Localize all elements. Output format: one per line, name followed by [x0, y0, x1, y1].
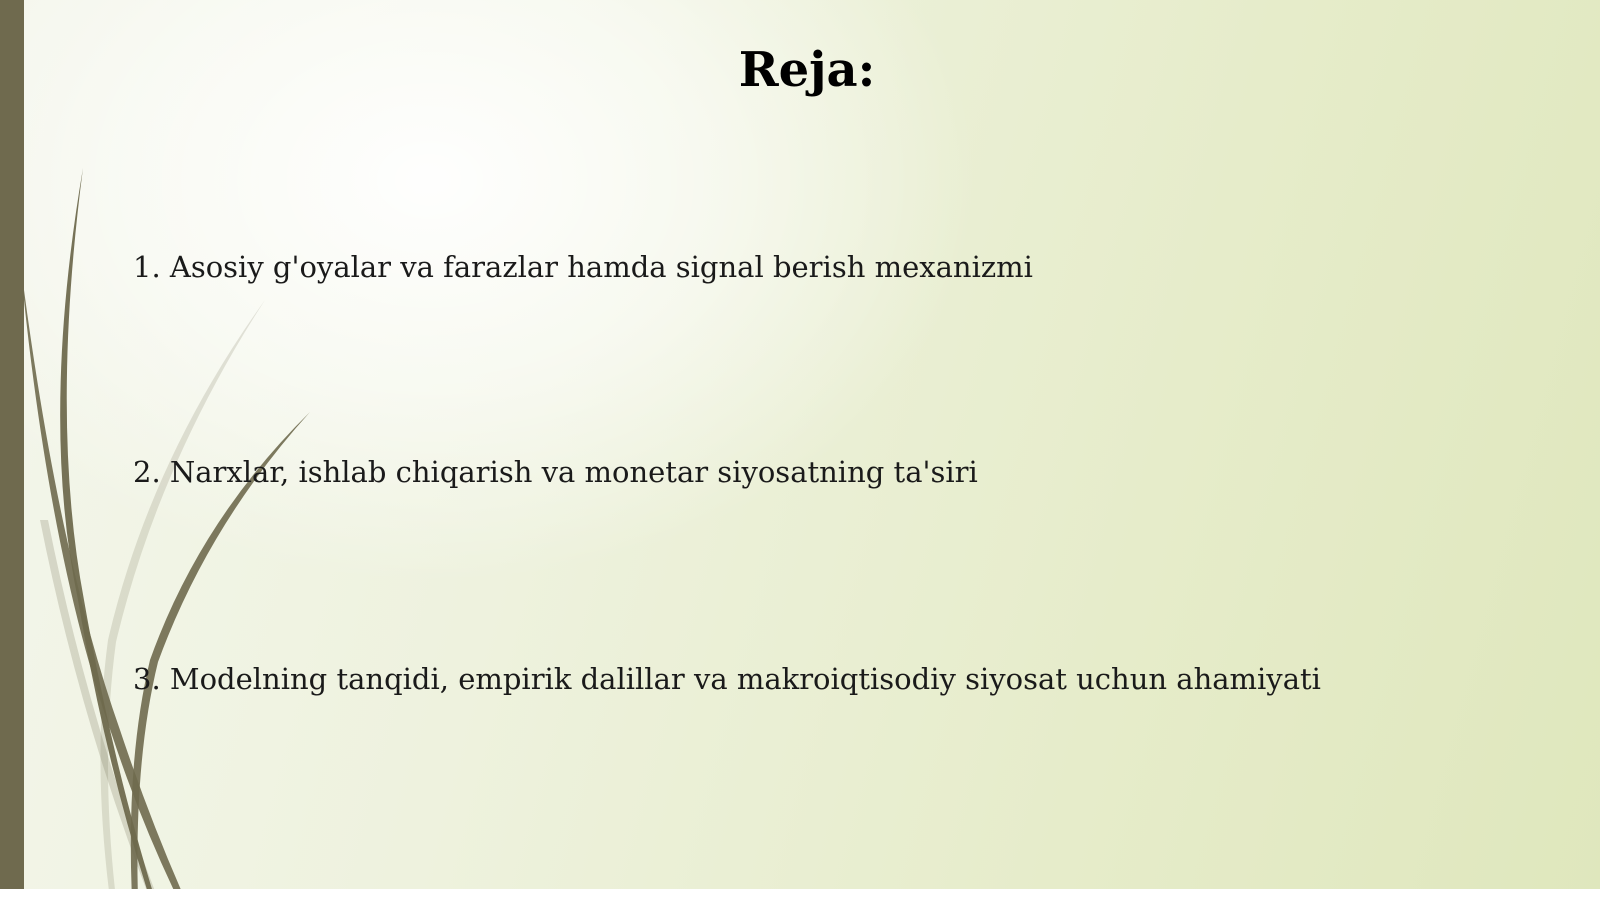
- plan-item-text: Modelning tanqidi, empirik dalillar va makroiqtisodiy siyosat uchun ahamiyati: [169, 662, 1321, 696]
- plan-item-text: Asosiy g'oyalar va farazlar hamda signal berish mexanizmi: [169, 250, 1033, 284]
- plan-item-number: 2.: [133, 455, 161, 489]
- plan-item-text: Narxlar, ishlab chiqarish va monetar siyosatning ta'siri: [169, 455, 978, 489]
- plan-item-number: 3.: [133, 662, 161, 696]
- bottom-edge: [0, 889, 1600, 899]
- slide-title: Reja:: [738, 42, 876, 98]
- plan-item-2: [133, 455, 978, 489]
- plan-item-3: [133, 662, 1321, 696]
- plan-item-1: [133, 250, 1033, 284]
- plan-item-number: 1.: [133, 250, 161, 284]
